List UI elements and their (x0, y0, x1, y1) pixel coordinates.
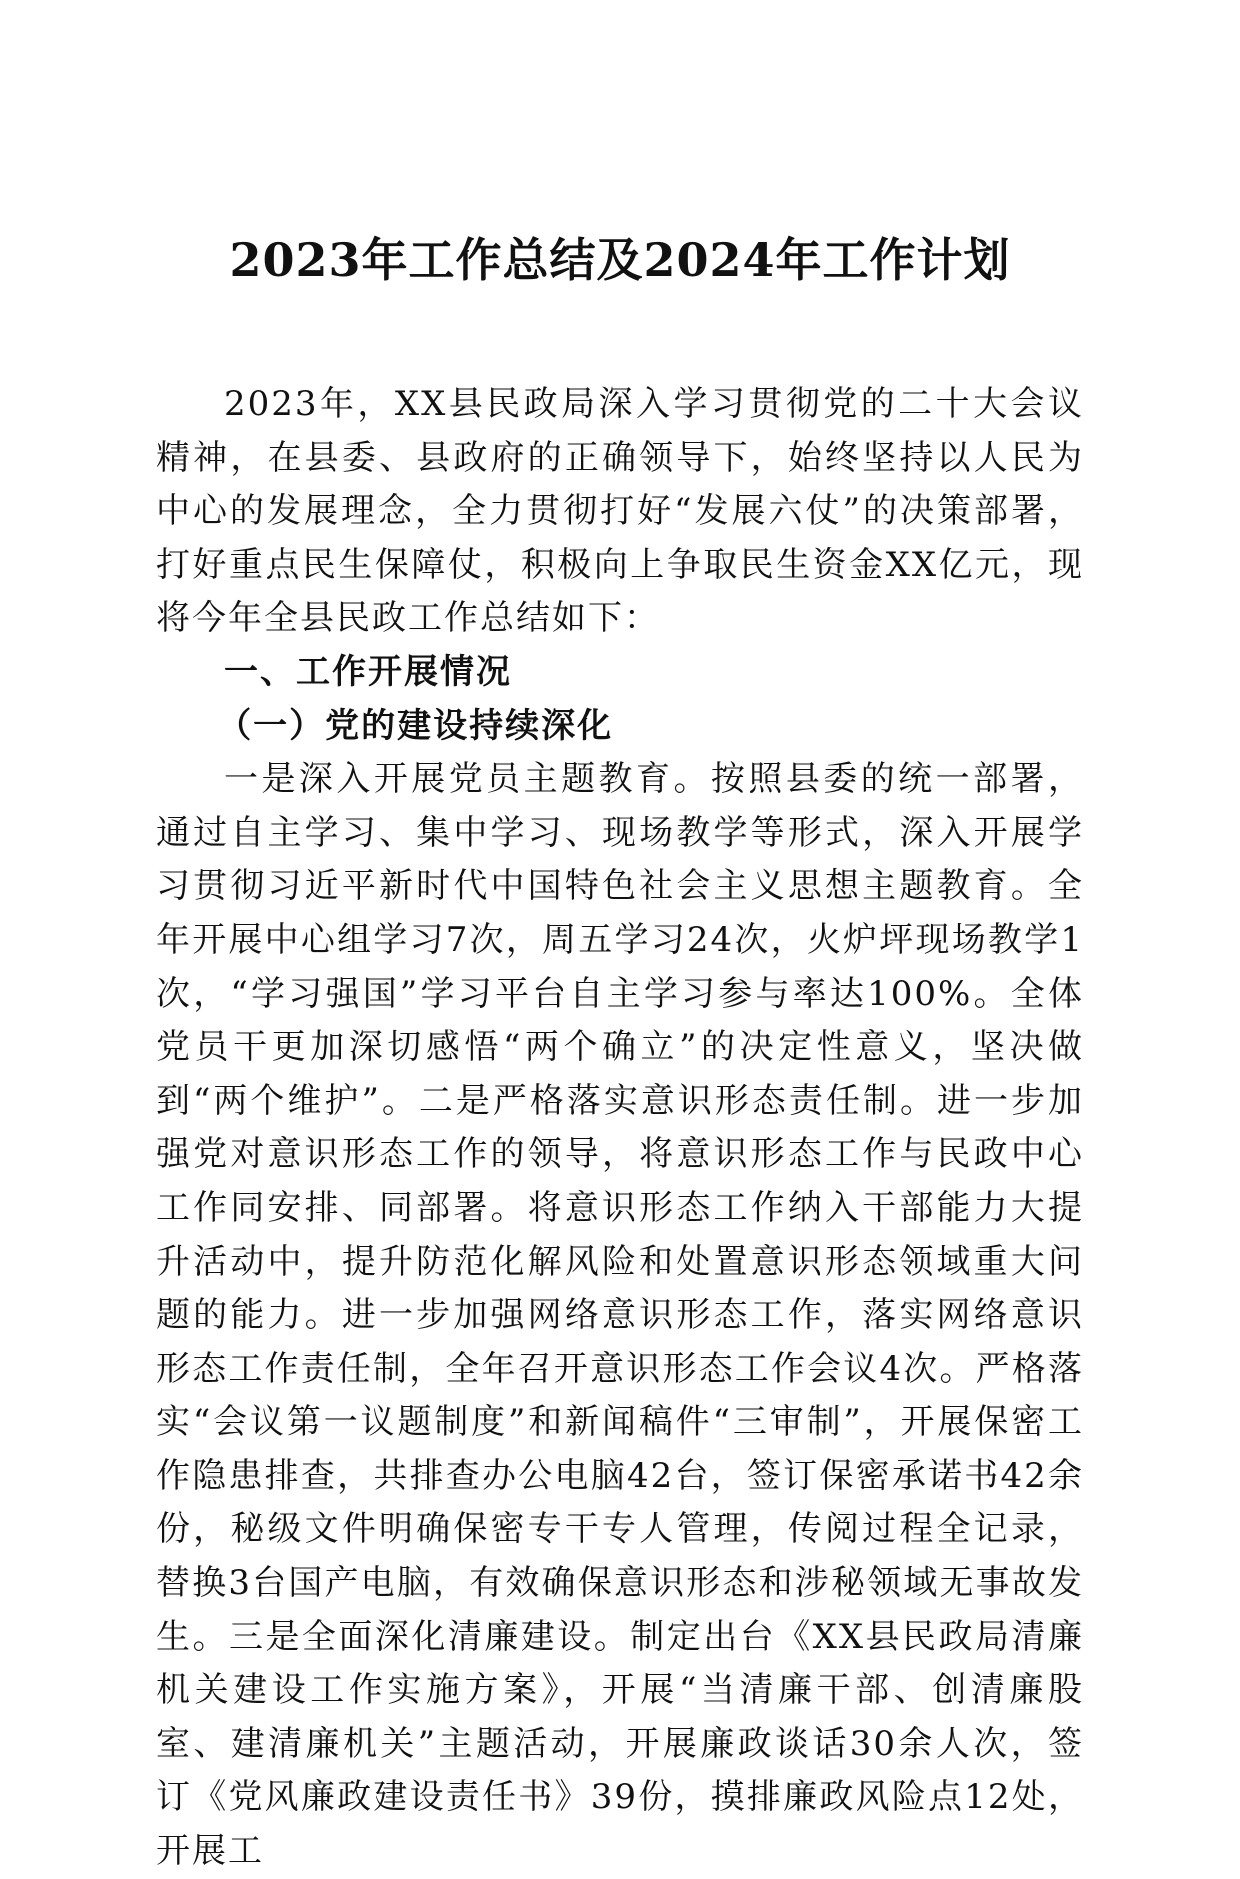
document-title: 2023年工作总结及2024年工作计划 (229, 233, 1011, 287)
intro-paragraph: 2023年，XX县民政局深入学习贯彻党的二十大会议精神，在县委、县政府的正确领导下，始终坚持以人民为中心的发展理念，全力贯彻打好“发展六仗”的决策部署，打好重点民生保障仗，积极向上争取民生资金XX亿元，现将今年全县民政工作总结如下： (156, 384, 1084, 639)
document-body (156, 378, 1084, 1879)
section-heading: 一、工作开展情况 (224, 651, 512, 692)
subsection-heading: （一）党的建设持续深化 (217, 705, 614, 746)
body-paragraph: 一是深入开展党员主题教育。按照县委的统一部署，通过自主学习、集中学习、现场教学等形式，深入开展学习贯彻习近平新时代中国特色社会主义思想主题教育。全年开展中心组学习7次，周五学习24次，火炉坪现场教学1次，“学习强国”学习平台自主学习参与率达100%。全体党员干更加深切感悟“两个确立”的决定性意义，坚决做到“两个维护”。二是严格落实意识形态责任制。进一步加强党对意识形态工作的领导，将意识形态工作与民政中心工作同安排、同部署。将意识形态工作纳入干部能力大提升活动中，提升防范化解风险和处置意识形态领域重大问题的能力。进一步加强网络意识形态工作，落实网络意识形态工作责任制，全年召开意识形态工作会议4次。严格落实“会议第一议题制度”和新闻稿件“三审制”，开展保密工作隐患排查，共排查办公电脑42台，签订保密承诺书42余份，秘级文件明确保密专干专人管理，传阅过程全记录，替换3台国产电脑，有效确保意识形态和涉秘领域无事故发生。三是全面深化清廉建设。制定出台《XX县民政局清廉机关建设工作实施方案》，开展“当清廉干部、创清廉股室、建清廉机关”主题活动，开展廉政谈话30余人次，签订《党风廉政建设责任书》39份，摸排廉政风险点12处，开展工 (156, 759, 1084, 1872)
